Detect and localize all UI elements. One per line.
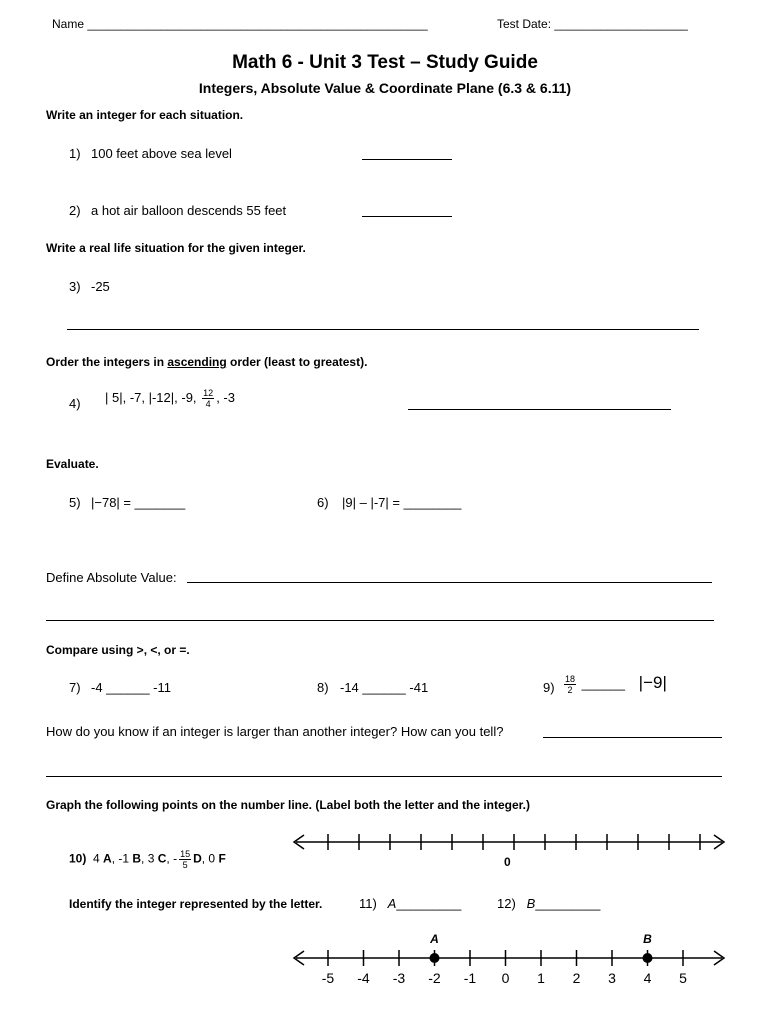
question-5-text: |−78| = _______ (91, 495, 186, 510)
answer-line-4[interactable] (408, 409, 671, 410)
question-12-number: 12) (497, 896, 516, 911)
section-heading-graph: Graph the following points on the number line. (Label both the letter and the integer.) (46, 798, 531, 812)
how-answer-line-2[interactable] (46, 776, 722, 777)
question-6-number: 6) (317, 495, 329, 510)
question-4-text-b: , -3 (216, 389, 235, 405)
page-title: Math 6 - Unit 3 Test – Study Guide (232, 52, 538, 73)
section-heading-evaluate: Evaluate. (46, 457, 99, 471)
question-9-absolute-value: |−9| (638, 673, 667, 692)
question-6-text: |9| – |-7| = ________ (342, 495, 462, 510)
fraction-15-over-5: $\frac{15}{5}$ (180, 849, 191, 870)
name-field-label: Name ___________________________________________________ (52, 17, 428, 31)
blank-number-line (288, 827, 730, 857)
section-heading-order (46, 355, 367, 369)
question-9-expression (562, 673, 667, 695)
section-heading-compare: Compare using >, <, or =. (46, 643, 190, 657)
how-do-you-know-question: How do you know if an integer is larger than another integer? How can you tell? (46, 724, 504, 739)
answer-line-3[interactable] (67, 329, 699, 330)
answer-line-2[interactable] (362, 216, 452, 217)
section-heading-real-life: Write a real life situation for the given integer. (46, 241, 306, 255)
question-10-expression: 10) 4 A, -1 B, 3 C, - $\frac{15}{5}$ D, 0 F (69, 849, 226, 870)
question-4-text-a: | 5|, -7, |-12|, -9, (105, 389, 197, 405)
labeled-number-line (288, 930, 730, 992)
question-12-blank[interactable]: _________ (535, 896, 601, 911)
define-answer-line-1[interactable] (187, 582, 712, 583)
question-7-text: -4 ______ -11 (91, 680, 171, 695)
question-11-letter: A (387, 896, 397, 911)
labeled-number-line-tick-label: 2 (572, 970, 581, 986)
labeled-number-line-tick-label: -4 (357, 970, 370, 986)
question-2-number: 2) (69, 203, 81, 218)
question-7-number: 7) (69, 680, 81, 695)
question-11 (359, 896, 461, 911)
fraction-18-over-2: $\frac{18}{2}$ (565, 674, 576, 696)
page-subtitle: Integers, Absolute Value & Coordinate Plane (6.3 & 6.11) (198, 80, 572, 96)
question-4-expression (105, 388, 235, 409)
question-1-text: 100 feet above sea level (91, 146, 232, 161)
order-heading-pre: Order the integers in (46, 355, 168, 369)
section-heading-write-integer: Write an integer for each situation. (46, 108, 244, 122)
labeled-number-line-tick-label: -1 (463, 970, 477, 986)
question-11-number: 11) (359, 896, 377, 911)
answer-line-1[interactable] (362, 159, 452, 160)
fraction-12-over-4: $\frac{12}{4}$ (203, 388, 214, 409)
blank-number-line-zero-label: 0 (504, 855, 511, 869)
question-12 (497, 896, 600, 911)
question-5-number: 5) (69, 495, 81, 510)
question-11-blank[interactable]: _________ (396, 896, 462, 911)
labeled-number-line-tick-label: 0 (501, 970, 510, 986)
how-answer-line-1[interactable] (543, 737, 722, 738)
question-8-text: -14 ______ -41 (340, 680, 429, 695)
question-2-text: a hot air balloon descends 55 feet (91, 203, 287, 218)
define-answer-line-2[interactable] (46, 620, 714, 621)
point-b-label: B (643, 932, 652, 946)
question-9-number: 9) (543, 680, 555, 695)
question-9-blank: ______ (581, 676, 626, 691)
labeled-number-line-tick-label: 4 (643, 970, 652, 986)
labeled-number-line-tick-label: -3 (392, 970, 406, 986)
order-heading-underlined: ascending (167, 355, 227, 369)
question-4-number: 4) (69, 396, 81, 411)
labeled-number-line-tick-label: -5 (321, 970, 335, 986)
labeled-number-line-tick-label: 3 (608, 970, 616, 986)
question-8-number: 8) (317, 680, 329, 695)
question-12-letter: B (526, 896, 536, 911)
labeled-number-line-tick-label: 1 (537, 970, 545, 986)
question-10-number: 10) (69, 851, 87, 866)
question-3-number: 3) (69, 279, 81, 294)
point-a-dot (430, 953, 440, 963)
question-3-text: -25 (91, 279, 110, 294)
point-a-label: A (430, 932, 439, 946)
point-b-dot (643, 953, 653, 963)
order-heading-post: order (least to greatest). (226, 355, 368, 369)
define-absolute-value-label: Define Absolute Value: (46, 570, 177, 585)
section-heading-identify: Identify the integer represented by the letter. (69, 897, 323, 911)
labeled-number-line-tick-label: 5 (679, 970, 687, 986)
labeled-number-line-tick-label: -2 (428, 970, 441, 986)
question-1-number: 1) (69, 146, 81, 161)
test-date-field-label: Test Date: ____________________ (497, 17, 688, 31)
